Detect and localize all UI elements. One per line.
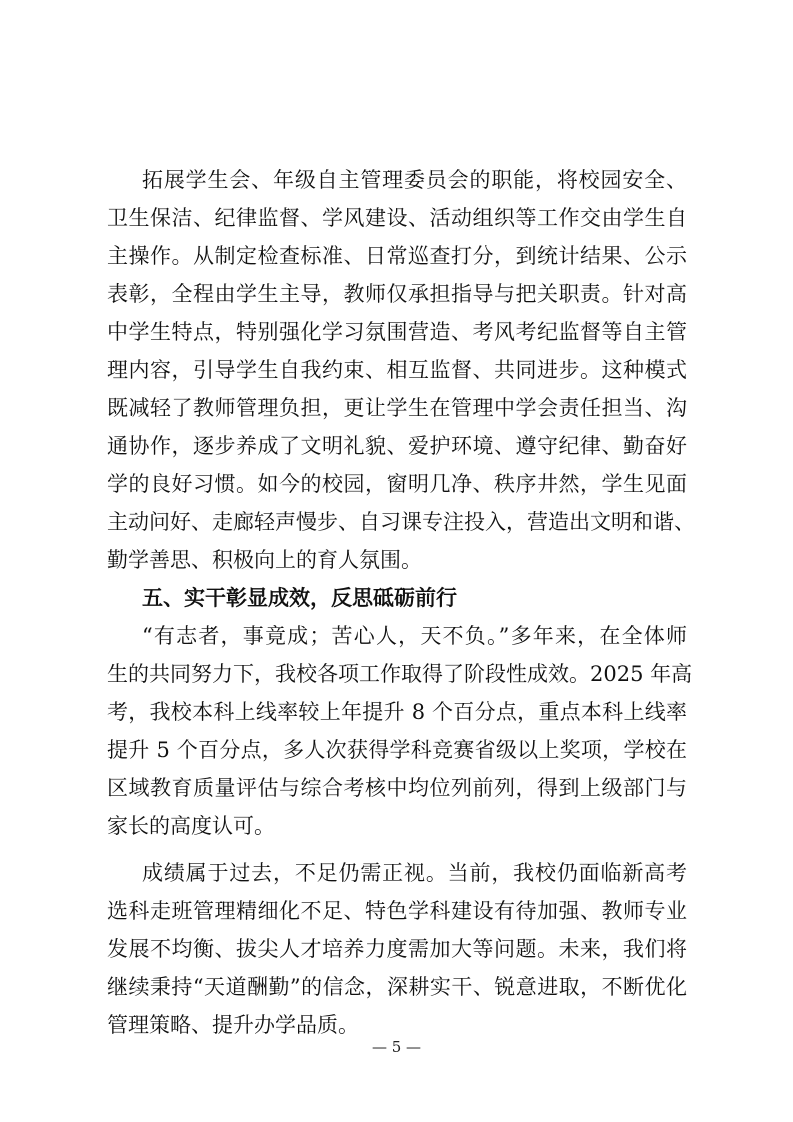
- paragraph-1-line-6: 理内容，引导学生自我约束、相互监督、共同进步。这种模式: [107, 358, 687, 382]
- paragraph-1-line-3: 主操作。从制定检查标准、日常巡查打分，到统计结果、公示: [107, 244, 687, 268]
- paragraph-1-line-2: 卫生保洁、纪律监督、学风建设、活动组织等工作交由学生自: [107, 206, 687, 230]
- paragraph-2-line-3: 考，我校本科上线率较上年提升 8 个百分点，重点本科上线率: [107, 700, 687, 724]
- paragraph-3-line-4: 继续秉持“天道酬勤”的信念，深耕实干、锐意进取，不断优化: [107, 975, 687, 999]
- paragraph-1-line-10: 主动问好、走廊轻声慢步、自习课专注投入，营造出文明和谐、: [107, 510, 695, 534]
- paragraph-1-line-7: 既减轻了教师管理负担，更让学生在管理中学会责任担当、沟: [107, 396, 687, 420]
- paragraph-2-line-4: 提升 5 个百分点，多人次获得学科竞赛省级以上奖项，学校在: [107, 738, 687, 762]
- paragraph-3-line-1: 成绩属于过去，不足仍需正视。当前，我校仍面临新高考: [142, 861, 687, 885]
- paragraph-3-line-3: 发展不均衡、拔尖人才培养力度需加大等问题。未来，我们将: [107, 937, 687, 961]
- paragraph-3-line-5: 管理策略、提升办学品质。: [107, 1013, 359, 1037]
- paragraph-2-line-6: 家长的高度认可。: [107, 814, 275, 838]
- paragraph-1-line-1: 拓展学生会、年级自主管理委员会的职能，将校园安全、: [142, 168, 687, 192]
- paragraph-2-line-5: 区域教育质量评估与综合考核中均位列前列，得到上级部门与: [107, 776, 687, 800]
- paragraph-2-line-2: 生的共同努力下，我校各项工作取得了阶段性成效。2025 年高: [107, 662, 693, 686]
- paragraph-1-line-4: 表彰，全程由学生主导，教师仅承担指导与把关职责。针对高: [107, 282, 687, 306]
- paragraph-3-line-2: 选科走班管理精细化不足、特色学科建设有待加强、教师专业: [107, 899, 687, 923]
- paragraph-1-line-5: 中学生特点，特别强化学习氛围营造、考风考纪监督等自主管: [107, 320, 687, 344]
- page-number: — 5 —: [371, 1038, 422, 1056]
- paragraph-1-line-8: 通协作，逐步养成了文明礼貌、爱护环境、遵守纪律、勤奋好: [107, 434, 687, 458]
- paragraph-1-line-11: 勤学善思、积极向上的育人氛围。: [107, 548, 422, 572]
- paragraph-1-line-9: 学的良好习惯。如今的校园，窗明几净、秩序井然，学生见面: [107, 472, 687, 496]
- paragraph-2-line-1: “有志者，事竟成；苦心人，天不负。”多年来，在全体师: [142, 624, 687, 648]
- section-heading: 五、实干彰显成效，反思砥砺前行: [142, 585, 457, 610]
